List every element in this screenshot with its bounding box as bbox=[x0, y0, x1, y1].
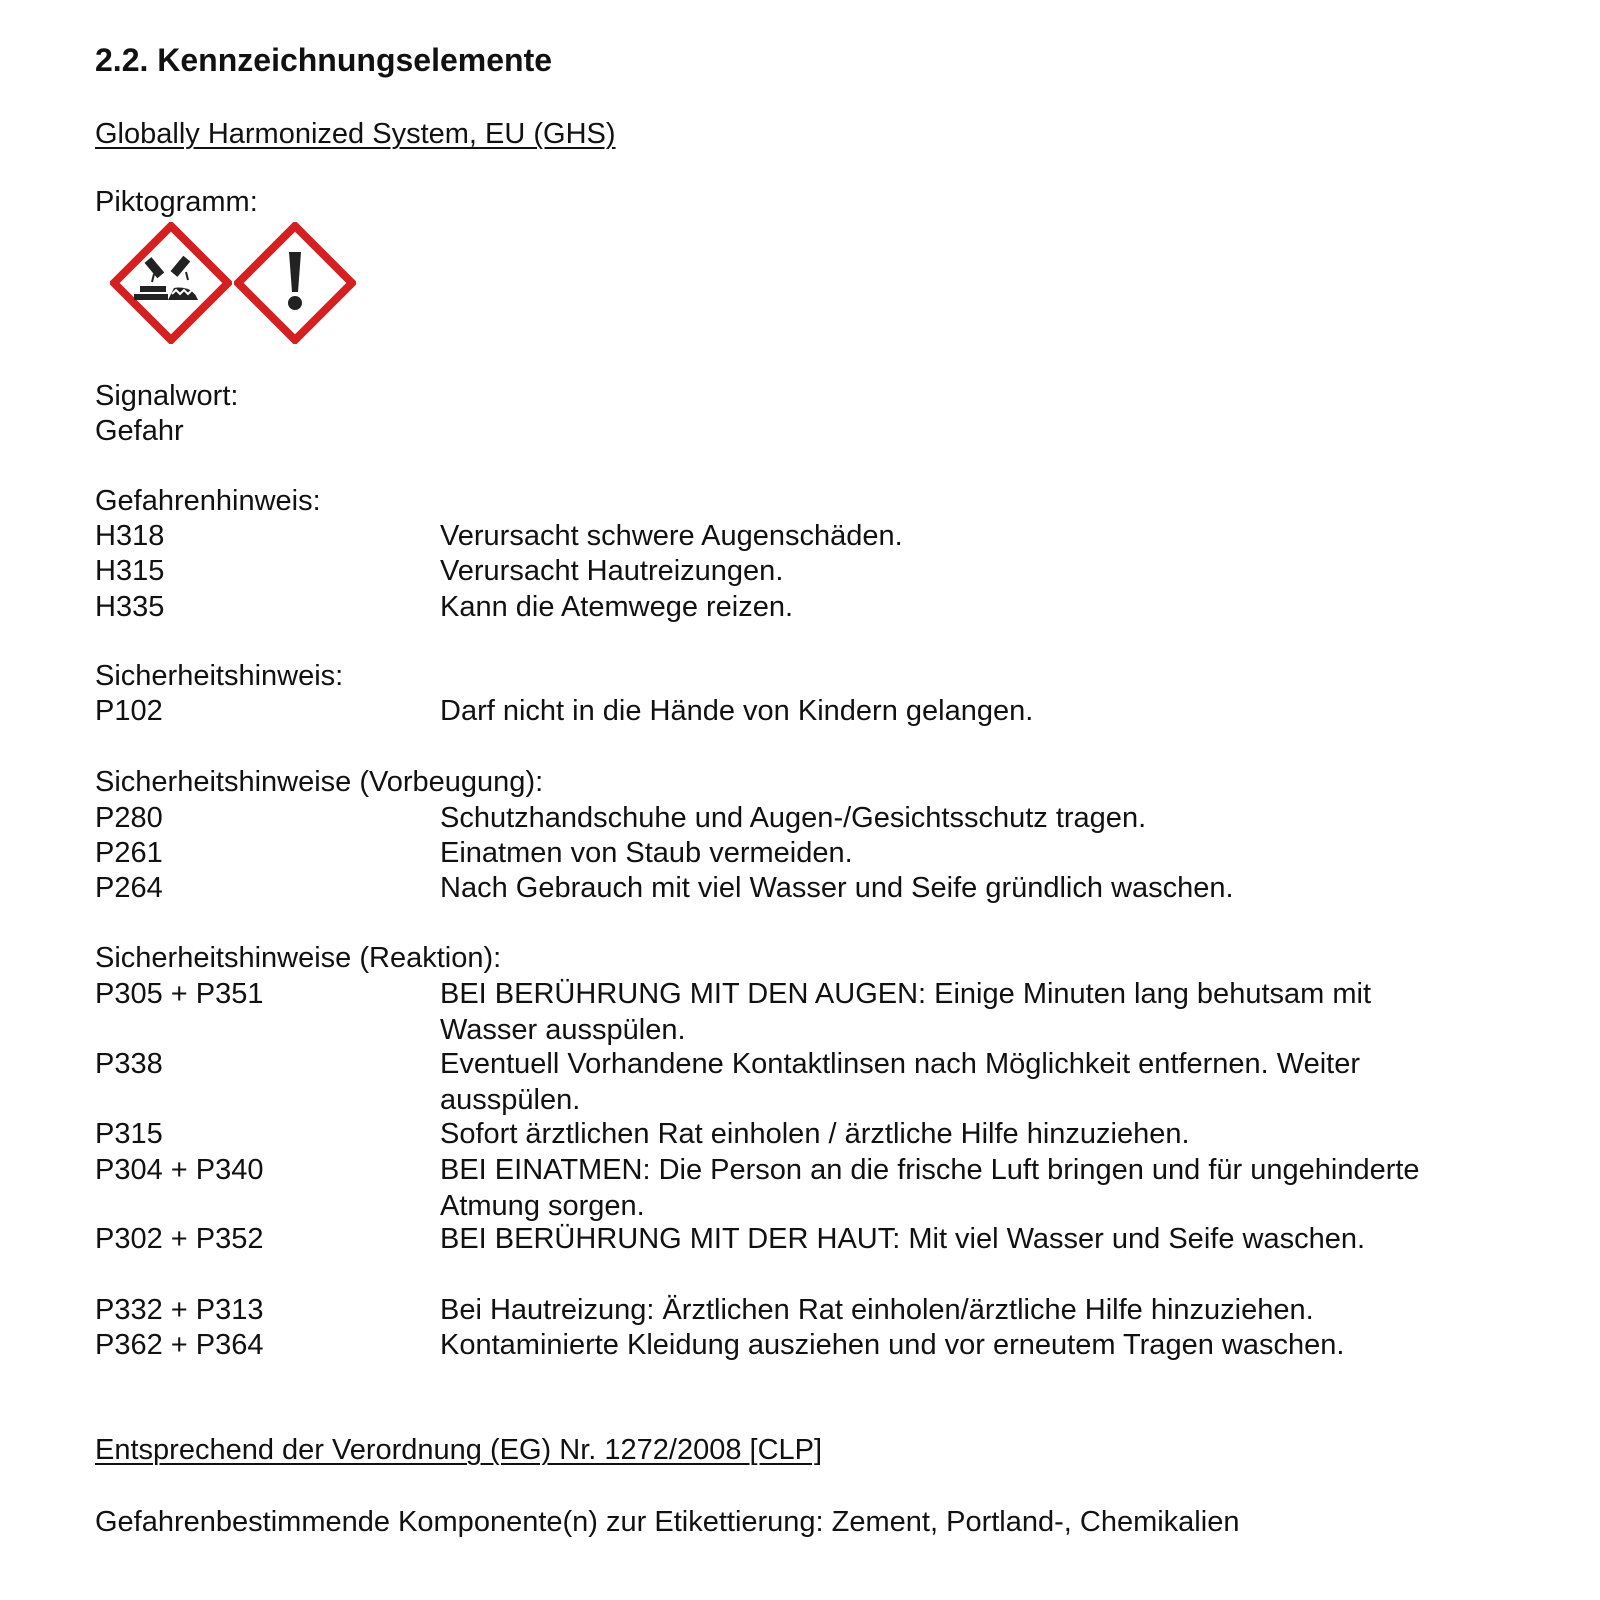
hazard-text: Verursacht Hautreizungen. bbox=[440, 555, 784, 587]
reaction-text: Eventuell Vorhandene Kontaktlinsen nach Möglichkeit entfernen. Weiter ausspülen. bbox=[440, 1048, 1360, 1116]
pictogram-label: Piktogramm: bbox=[95, 186, 258, 218]
safety-text: Darf nicht in die Hände von Kindern gelangen. bbox=[440, 695, 1034, 727]
reaction-code: P332 + P313 bbox=[95, 1294, 264, 1326]
reaction-text: Bei Hautreizung: Ärztlichen Rat einholen/ärztliche Hilfe hinzuziehen. bbox=[440, 1294, 1314, 1326]
ghs-title: Globally Harmonized System, EU (GHS) bbox=[95, 118, 616, 150]
prevention-label: Sicherheitshinweise (Vorbeugung): bbox=[95, 766, 544, 798]
reaction-code: P362 + P364 bbox=[95, 1329, 264, 1361]
reaction-code: P305 + P351 bbox=[95, 978, 264, 1010]
prevention-code: P264 bbox=[95, 872, 163, 904]
reaction-code: P304 + P340 bbox=[95, 1154, 264, 1186]
reaction-code: P315 bbox=[95, 1118, 163, 1150]
reaction-text: BEI EINATMEN: Die Person an die frische Luft bringen und für ungehinderte Atmung sorgen. bbox=[440, 1154, 1420, 1222]
prevention-text: Schutzhandschuhe und Augen-/Gesichtsschutz tragen. bbox=[440, 802, 1147, 834]
reaction-text: Kontaminierte Kleidung ausziehen und vor erneutem Tragen waschen. bbox=[440, 1329, 1345, 1361]
hazard-text: Verursacht schwere Augenschäden. bbox=[440, 520, 903, 552]
components-line: Gefahrenbestimmende Komponente(n) zur Etikettierung: Zement, Portland-, Chemikalien bbox=[95, 1506, 1240, 1538]
hazard-label: Gefahrenhinweis: bbox=[95, 485, 321, 517]
reaction-label: Sicherheitshinweise (Reaktion): bbox=[95, 942, 502, 974]
reaction-code: P338 bbox=[95, 1048, 163, 1080]
signal-word-label: Signalwort: bbox=[95, 380, 239, 412]
section-heading: 2.2. Kennzeichnungselemente bbox=[95, 42, 553, 78]
hazard-text: Kann die Atemwege reizen. bbox=[440, 591, 794, 623]
hazard-code: H318 bbox=[95, 520, 165, 552]
reaction-code: P302 + P352 bbox=[95, 1223, 264, 1255]
reaction-text: Sofort ärztlichen Rat einholen / ärztliche Hilfe hinzuziehen. bbox=[440, 1118, 1190, 1150]
safety-code: P102 bbox=[95, 695, 163, 727]
prevention-text: Einatmen von Staub vermeiden. bbox=[440, 837, 853, 869]
pictogram-group bbox=[110, 222, 360, 344]
document-page bbox=[95, 0, 1555, 1600]
prevention-code: P261 bbox=[95, 837, 163, 869]
signal-word-value: Gefahr bbox=[95, 415, 184, 447]
corrosion-icon bbox=[110, 222, 232, 344]
hazard-code: H335 bbox=[95, 591, 165, 623]
clp-title: Entsprechend der Verordnung (EG) Nr. 1272/2008 [CLP] bbox=[95, 1434, 823, 1466]
reaction-text: BEI BERÜHRUNG MIT DER HAUT: Mit viel Wasser und Seife waschen. bbox=[440, 1223, 1366, 1255]
exclamation-mark-icon bbox=[234, 222, 356, 344]
hazard-code: H315 bbox=[95, 555, 165, 587]
safety-label: Sicherheitshinweis: bbox=[95, 660, 344, 692]
prevention-code: P280 bbox=[95, 802, 163, 834]
reaction-text: BEI BERÜHRUNG MIT DEN AUGEN: Einige Minuten lang behutsam mit Wasser ausspülen. bbox=[440, 978, 1372, 1046]
prevention-text: Nach Gebrauch mit viel Wasser und Seife gründlich waschen. bbox=[440, 872, 1234, 904]
